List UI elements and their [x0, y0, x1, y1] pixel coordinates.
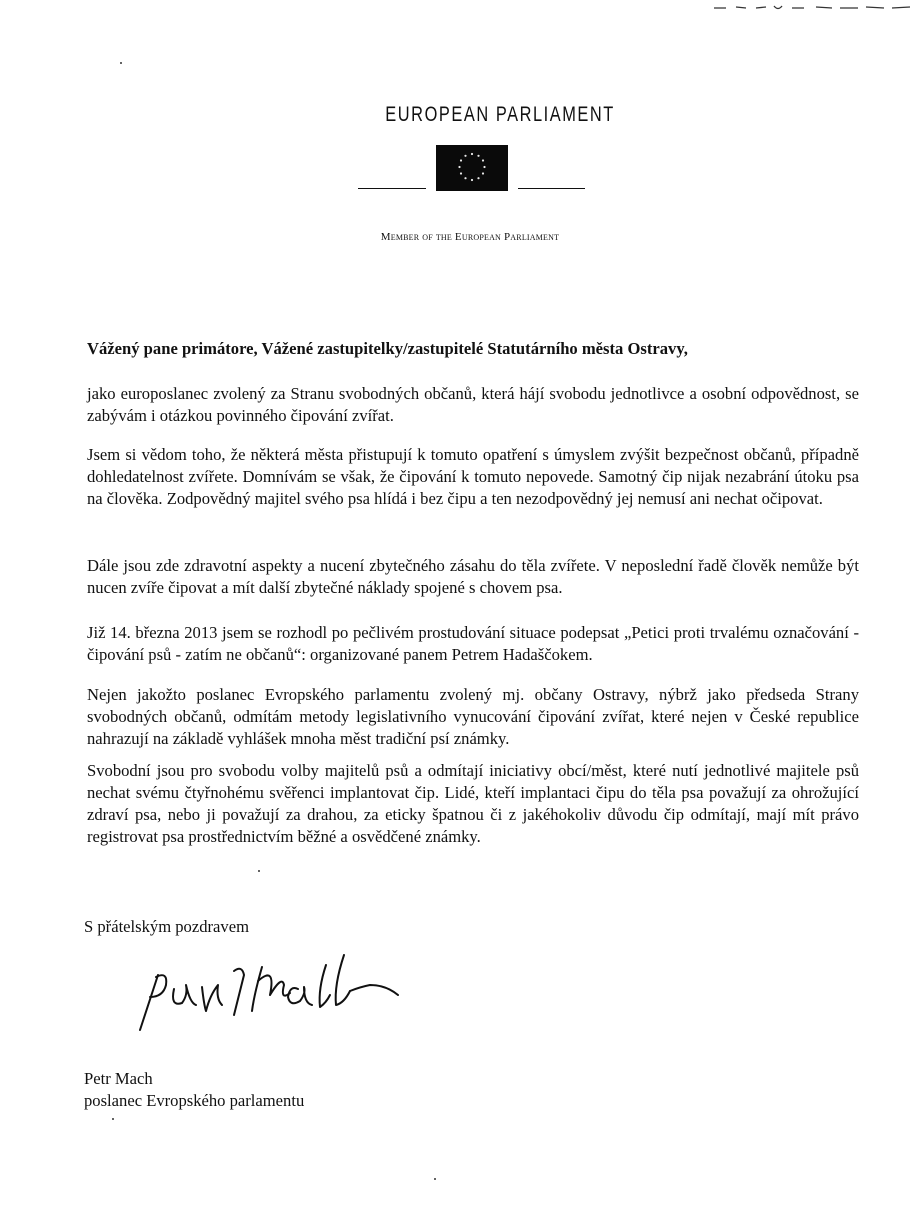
paragraph-6 — [87, 760, 859, 848]
scan-speck — [258, 870, 260, 872]
signer-title: poslanec Evropského parlamentu — [84, 1091, 305, 1110]
scan-speck — [434, 1178, 436, 1180]
scan-speck — [112, 1118, 114, 1120]
paragraph-4 — [87, 622, 859, 666]
member-subtitle: Member of the European Parliament — [380, 231, 560, 243]
paragraph-3 — [87, 555, 859, 599]
closing-line: S přátelským pozdravem — [84, 917, 249, 936]
salutation: Vážený pane primátore, Vážené zastupitelky/zastupitelé Statutárního města Ostravy, — [87, 339, 688, 358]
scan-speck — [120, 62, 122, 64]
letterhead-rule-right — [518, 188, 585, 189]
paragraph-text: Nejen jakožto poslanec Evropského parlamentu zvolený mj. občany Ostravy, nýbrž jako předseda Strany svobodných občanů, odmítám metody legislativního vynucování čipování zvířat, které nejen v České republice nahrazují na základě vyhlášek mnoha měst tradiční psí známky. — [87, 685, 859, 748]
paragraph-text: Dále jsou zde zdravotní aspekty a nucení zbytečného zásahu do těla zvířete. V neposlední řadě člověk nemůže být nucen zvíře čipovat a mít další zbytečné náklady spojené s chovem psa. — [87, 556, 859, 597]
paragraph-5 — [87, 684, 859, 750]
institution-name: EUROPEAN PARLIAMENT — [385, 103, 615, 126]
paragraph-2 — [87, 444, 859, 510]
paragraph-text: jako europoslanec zvolený za Stranu svobodných občanů, která hájí svobodu jednotlivce a osobní odpovědnost, se zabývám i otázkou povinného čipování zvířat. — [87, 384, 859, 425]
paragraph-1 — [87, 383, 859, 427]
paragraph-text: Jsem si vědom toho, že některá města přistupují k tomuto opatření s úmyslem zvýšit bezpečnost občanů, případně dohledatelnost zvířete. Domnívám se však, že čipování k tomuto nepovede. Samotný čip nijak nezabrání útoku psa na člověka. Zodpovědný majitel svého psa hlídá i bez čipu a ten nezodpovědný jej nemusí ani nechat očipovat. — [87, 445, 859, 508]
signer-name: Petr Mach — [84, 1069, 153, 1088]
paragraph-text: Již 14. března 2013 jsem se rozhodl po pečlivém prostudování situace podepsat „Petici proti trvalému označování - čipování psů - zatím ne občanů“: organizované panem Petrem Hadaščokem. — [87, 623, 859, 664]
eu-flag-icon — [436, 145, 508, 191]
paragraph-text: Svobodní jsou pro svobodu volby majitelů psů a odmítají iniciativy obcí/měst, které nutí jednotlivé majitele psů nechat svému čtyřnohému svěřenci implantovat čip. Lidé, kteří implantaci čipu do těla psa považují za ohrožující zdraví psa, nebo ji považují za drahou, za eticky špatnou či z jakéhokoliv důvodu čip odmítají, mají mít právo registrovat psa prostřednictvím běžné a osvědčené známky. — [87, 761, 859, 846]
letterhead-rule-left — [358, 188, 426, 189]
handwritten-signature — [130, 945, 420, 1045]
scan-artifact — [712, 2, 912, 12]
